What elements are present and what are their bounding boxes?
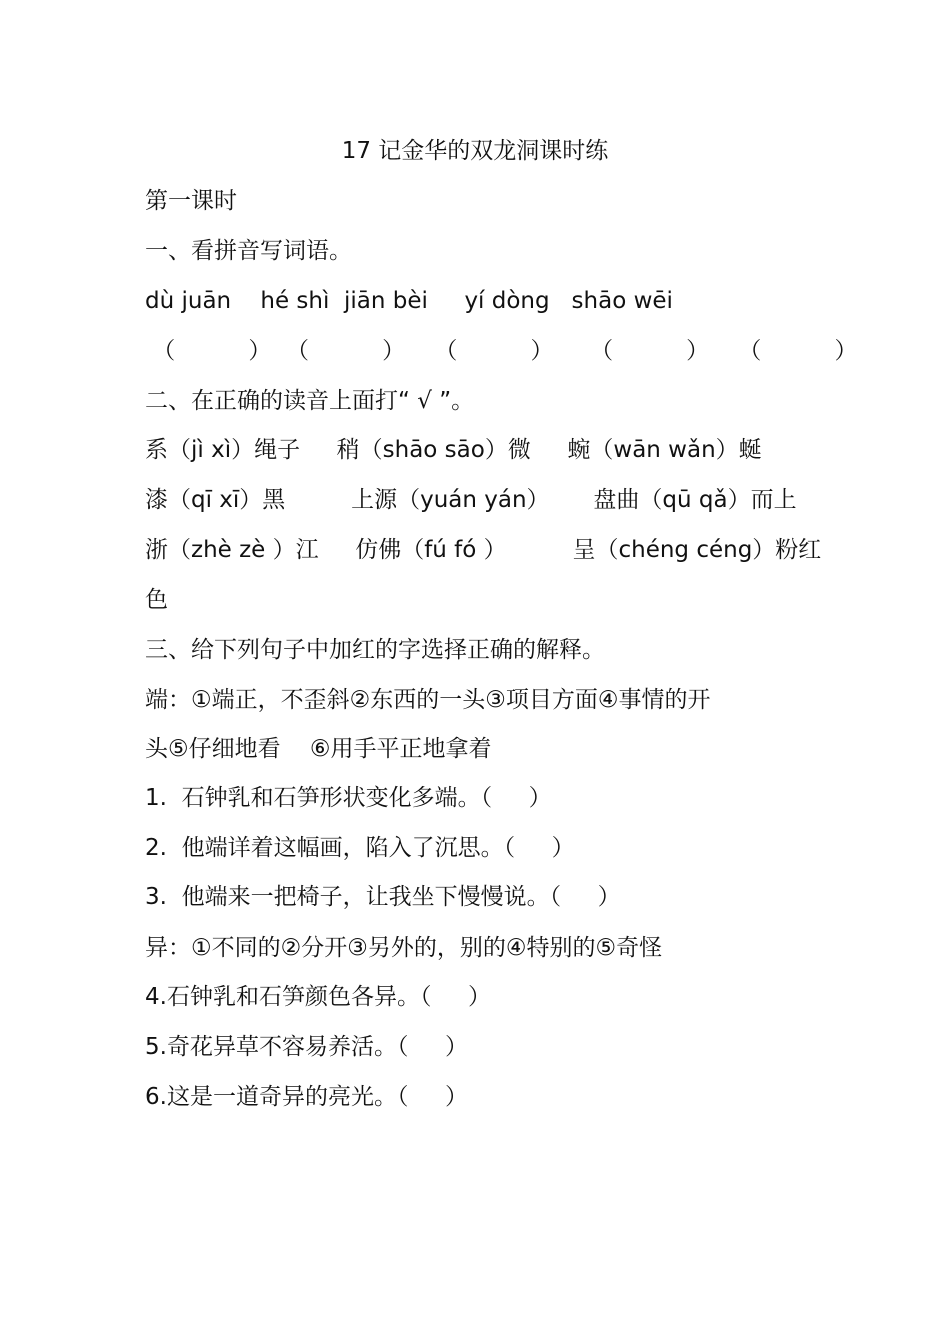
definition-duan-line2: 头⑤仔细地看 ⑥用手平正地拿着 <box>145 736 492 762</box>
section3-heading: 三、给下列句子中加红的字选择正确的解释。 <box>145 637 605 663</box>
pronunciation-row-3-continued: 色 <box>145 587 168 613</box>
blank-row: （ ） （ ） （ ） （ ） （ ） <box>145 338 858 364</box>
pronunciation-row-3: 浙（zhè zè ）江 仿佛（fú fó ） 呈（chéng céng）粉红 <box>145 537 822 563</box>
question-6: 6.这是一道奇异的亮光。（ ） <box>145 1084 468 1110</box>
question-1: 1. 石钟乳和石笋形状变化多端。（ ） <box>145 785 552 811</box>
question-2: 2. 他端详着这幅画，陷入了沉思。（ ） <box>145 835 575 861</box>
definition-duan-line1: 端：①端正，不歪斜②东西的一头③项目方面④事情的开 <box>145 687 711 713</box>
page-title: 17 记金华的双龙洞课时练 <box>341 138 609 164</box>
section2-heading: 二、在正确的读音上面打“ √ ”。 <box>145 388 475 414</box>
definition-yi: 异：①不同的②分开③另外的，别的④特别的⑤奇怪 <box>145 935 663 961</box>
pronunciation-row-1: 系（jì xì）绳子 稍（shāo sāo）微 蜿（wān wǎn）蜒 <box>145 437 762 463</box>
pinyin-row: dù juān hé shì jiān bèi yí dòng shāo wēi <box>145 288 673 314</box>
pronunciation-row-2: 漆（qī xī）黑 上源（yuán yán） 盘曲（qū qǎ）而上 <box>145 487 797 513</box>
lesson-label: 第一课时 <box>145 188 237 214</box>
section1-heading: 一、看拼音写词语。 <box>145 238 352 264</box>
question-5: 5.奇花异草不容易养活。（ ） <box>145 1034 468 1060</box>
question-3: 3. 他端来一把椅子，让我坐下慢慢说。（ ） <box>145 884 621 910</box>
question-4: 4.石钟乳和石笋颜色各异。（ ） <box>145 984 491 1010</box>
